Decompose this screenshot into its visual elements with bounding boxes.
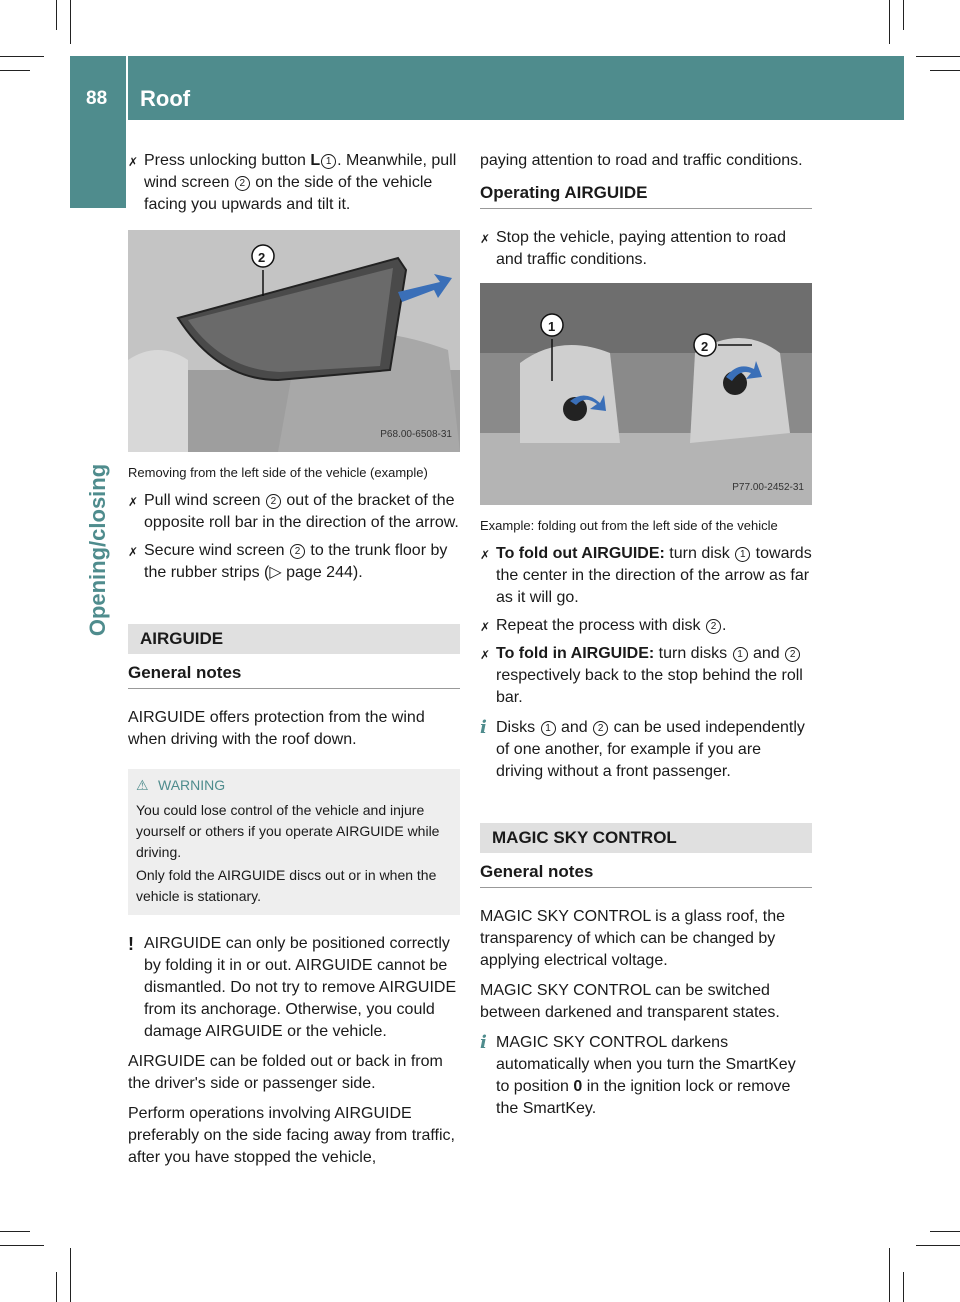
warning-text: You could lose control of the vehicle and injure yourself or others if you operate AIRGUIDE while driving.	[136, 802, 440, 860]
info-icon: i	[480, 1032, 487, 1053]
section-title: Roof	[140, 86, 191, 111]
crop-mark	[930, 1231, 960, 1232]
crop-mark	[889, 0, 890, 44]
text: out of the bracket of the opposite roll bar in the direction of the arrow.	[144, 492, 459, 531]
callout-number: 2	[266, 494, 281, 509]
page-reference-link[interactable]: to the trunk floor by the rubber strips (▷ page 244).	[144, 542, 448, 581]
callout-number: 2	[785, 647, 800, 662]
step-secure	[128, 540, 460, 584]
callout-number: 2	[290, 544, 305, 559]
text: Press unlocking button	[144, 152, 311, 169]
figure-code: P77.00-2452-31	[732, 482, 804, 493]
crop-mark	[0, 56, 44, 57]
crop-mark	[0, 1245, 44, 1246]
step-label: To fold in AIRGUIDE:	[496, 645, 655, 662]
step-arrow-icon: ✗	[480, 620, 491, 634]
figure-caption: Removing from the left side of the vehicle (example)	[128, 465, 428, 480]
figure-code: P68.00-6508-31	[380, 429, 452, 440]
step-fold-out	[480, 543, 812, 609]
step-press-unlock	[128, 150, 460, 216]
crop-mark	[916, 56, 960, 57]
side-tab-label-wrap	[70, 270, 126, 830]
paragraph: Perform operations involving AIRGUIDE preferably on the side facing away from traffic, after you have stopped the vehicle,	[128, 1105, 455, 1166]
warning-text: Only fold the AIRGUIDE discs out or in when the vehicle is stationary.	[136, 867, 437, 904]
callout-number: 1	[733, 647, 748, 662]
side-tab	[70, 120, 126, 1188]
text: respectively back to the stop behind the roll bar.	[496, 667, 803, 706]
callout-number: 1	[321, 154, 336, 169]
crop-mark	[889, 1248, 890, 1302]
side-tab-label: Opening/closing	[85, 463, 110, 637]
crop-mark	[916, 1245, 960, 1246]
paragraph: paying attention to road and traffic conditions.	[480, 152, 803, 169]
figure-airguide	[480, 283, 812, 505]
wind-screen-illustration	[128, 230, 460, 452]
text: MAGIC SKY CONTROL darkens automatically when you turn the SmartKey to position	[496, 1034, 796, 1095]
page-number: 88	[86, 88, 108, 109]
figure-wind-screen	[128, 230, 460, 452]
exclamation-icon: !	[128, 934, 134, 954]
step-arrow-icon: ✗	[480, 548, 491, 562]
callout-number: 2	[593, 721, 608, 736]
callout-number: 2	[706, 619, 721, 634]
text: Secure wind screen	[144, 542, 289, 559]
left-column	[128, 150, 460, 1177]
callout-number: 1	[735, 547, 750, 562]
crop-mark	[70, 0, 71, 44]
step-arrow-icon: ✗	[480, 648, 491, 662]
text: .	[722, 617, 727, 634]
text: . Meanwhile, pull wind screen	[144, 152, 457, 191]
step-stop-vehicle	[480, 227, 812, 271]
crop-mark	[70, 1248, 71, 1302]
header-separator	[126, 56, 128, 120]
text: turn disk	[664, 545, 735, 562]
step-repeat	[480, 615, 812, 637]
paragraph: AIRGUIDE can be folded out or back in from the driver's side or passenger side.	[128, 1053, 443, 1092]
text: towards the center in the direction of the arrow as far as it will go.	[496, 545, 812, 606]
crop-mark	[903, 0, 904, 30]
crop-mark	[56, 0, 57, 30]
text: Repeat the process with disk	[496, 617, 705, 634]
note-text: AIRGUIDE can only be positioned correctly by folding it in or out. AIRGUIDE cannot be dismantled. Do not try to remove AIRGUIDE from its anchorage. Otherwise, you could damage AIRGUIDE or the vehicle.	[144, 935, 457, 1040]
text: in the ignition lock or remove the SmartKey.	[496, 1078, 791, 1117]
figure-caption: Example: folding out from the left side of the vehicle	[480, 518, 778, 533]
crop-mark	[56, 1272, 57, 1302]
crop-mark	[930, 70, 960, 71]
paragraph: MAGIC SKY CONTROL can be switched between darkened and transparent states.	[480, 982, 780, 1021]
step-label: To fold out AIRGUIDE:	[496, 545, 665, 562]
paragraph: MAGIC SKY CONTROL is a glass roof, the transparency of which can be changed by applying electrical voltage.	[480, 908, 785, 969]
step-arrow-icon: ✗	[128, 495, 139, 509]
text: Pull wind screen	[144, 492, 265, 509]
step-arrow-icon: ✗	[128, 545, 139, 559]
warning-box	[128, 769, 460, 915]
text: and	[748, 645, 785, 662]
info-icon: i	[480, 717, 487, 738]
note	[128, 933, 460, 1043]
warning-title-text: WARNING	[158, 777, 226, 793]
callout-label: 2	[701, 339, 709, 354]
subheading-general-notes: General notes	[128, 662, 460, 689]
step-fold-in	[480, 643, 812, 709]
right-column	[480, 150, 812, 1128]
crop-mark	[903, 1272, 904, 1302]
callout-label: 1	[548, 319, 556, 334]
text: Disks	[496, 719, 540, 736]
side-tab-block	[70, 120, 126, 208]
section-heading-magic-sky: MAGIC SKY CONTROL	[480, 823, 812, 853]
text: Stop the vehicle, paying attention to road and traffic conditions.	[496, 229, 786, 268]
text: turn disks	[654, 645, 732, 662]
info-note	[480, 1032, 812, 1120]
crop-mark	[0, 70, 30, 71]
warning-title	[136, 775, 452, 796]
header-bar	[70, 56, 904, 120]
text: and	[556, 719, 593, 736]
callout-number: 2	[235, 176, 250, 191]
callout-label: 2	[258, 250, 266, 265]
text: on the side of the vehicle facing you upwards and tilt it.	[144, 174, 433, 213]
step-arrow-icon: ✗	[128, 155, 139, 169]
step-pull-out	[128, 490, 460, 534]
step-arrow-icon: ✗	[480, 232, 491, 246]
info-note	[480, 717, 812, 783]
crop-mark	[0, 1231, 30, 1232]
paragraph: AIRGUIDE offers protection from the wind when driving with the roof down.	[128, 709, 425, 748]
text: can be used independently of one another, for example if you are driving without a front passenger.	[496, 719, 805, 780]
subheading-general-notes: General notes	[480, 861, 812, 888]
position-label: 0	[573, 1078, 583, 1095]
airguide-illustration	[480, 283, 812, 505]
section-heading-airguide: AIRGUIDE	[128, 624, 460, 654]
callout-number: 1	[541, 721, 556, 736]
subheading-operating-airguide: Operating AIRGUIDE	[480, 182, 812, 209]
warning-triangle-icon: ⚠	[136, 777, 149, 793]
button-label-l: L	[310, 152, 321, 169]
